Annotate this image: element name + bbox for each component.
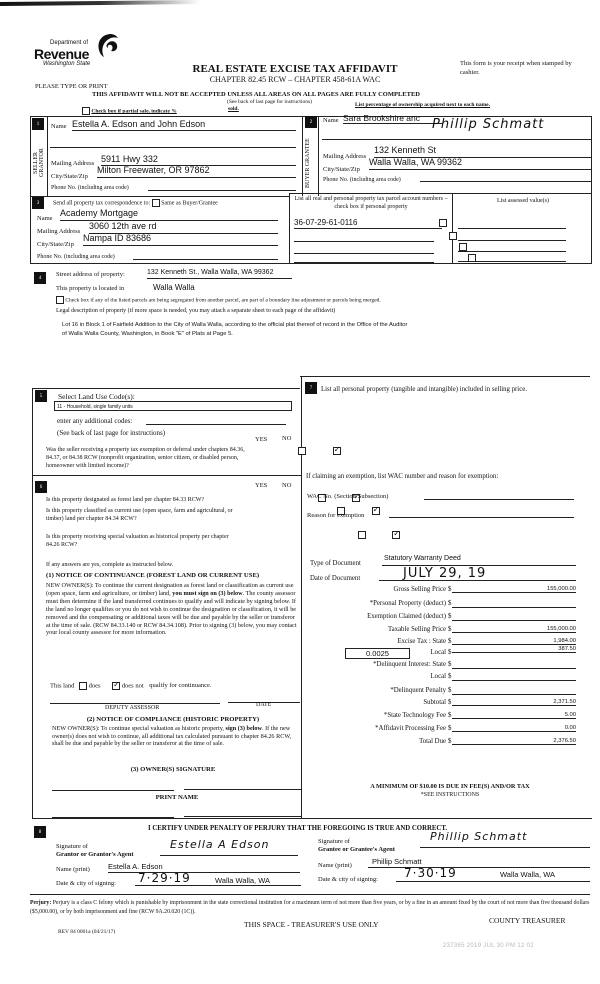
tax-row-currency: $: [448, 613, 452, 620]
doc-date-field[interactable]: JULY 29, 19: [379, 566, 576, 581]
tax-row-label: Total Due: [419, 738, 446, 745]
divider: [30, 196, 290, 197]
tax-row-value[interactable]: [452, 661, 576, 669]
section5-no-header: NO: [282, 435, 292, 442]
tax-row-currency: $: [448, 586, 452, 593]
exemption-yes-checkbox[interactable]: [298, 447, 306, 455]
grantee-sig-label-1: Signature of: [318, 838, 350, 845]
wac-field[interactable]: [424, 491, 574, 500]
dor-logo: [34, 38, 124, 72]
if-yes-note: If any answers are yes, complete as instructed below.: [46, 562, 174, 568]
legal-label: Legal description of property (if more space is needed, you may attach a separate sheet to each page of the affidavit): [56, 308, 336, 314]
section6-no-header: NO: [282, 482, 292, 489]
additional-codes-label: enter any additional codes:: [57, 417, 133, 425]
section-8-badge: 8: [34, 826, 46, 838]
send-correspondence-label: Send all property tax correspondence to:: [53, 200, 151, 207]
tax-row-label: Local: [430, 649, 446, 656]
section5-see-back: (See back of last page for instructions): [57, 429, 166, 437]
tax-row-label: Local: [430, 673, 446, 680]
logo-line2: Revenue: [34, 46, 89, 62]
scan-artifact: [0, 0, 200, 6]
see-instructions: *SEE INSTRUCTIONS: [420, 792, 480, 798]
divider: [32, 388, 300, 389]
tax-row-value[interactable]: 387.50: [452, 646, 576, 653]
assessed-header: List assessed value(s): [497, 198, 549, 204]
tax-row-value[interactable]: [452, 687, 576, 695]
exemption-claim-label: If claiming an exemption, list WAC number and reason for exemption:: [306, 473, 499, 480]
parcel-row-3-number[interactable]: [294, 253, 434, 254]
grantor-name-field[interactable]: Estella A. Edson: [108, 862, 300, 873]
send-correspondence: [53, 199, 218, 207]
continuance-row: [50, 682, 212, 690]
street-field[interactable]: 132 Kenneth St., Walla Walla, WA 99362: [147, 269, 292, 279]
divider: [47, 116, 48, 196]
tax-row-currency: $: [448, 638, 452, 645]
tax-row-value[interactable]: [452, 613, 576, 621]
doc-type-field[interactable]: Statutory Warranty Deed: [382, 555, 576, 566]
grantor-date: 7·29·19: [138, 871, 191, 885]
seller-name-line2: [50, 147, 296, 148]
tax-row-currency: $: [448, 649, 452, 656]
seller-mailing-field[interactable]: 5911 Hwy 332: [101, 154, 296, 166]
print-name-line-2[interactable]: [184, 816, 302, 817]
buyer-name-line2: [322, 139, 592, 140]
tax-row: [300, 673, 582, 685]
tax-row-value[interactable]: [452, 600, 576, 608]
tax-row: [300, 725, 582, 737]
personal-property-label: List all personal property (tangible and intangible) included in selling price.: [321, 386, 527, 393]
segregated-row: [56, 296, 381, 304]
owner-signature-line-1[interactable]: [52, 790, 174, 791]
tax-city-label: City/State/Zip: [37, 241, 74, 248]
tax-row-currency: $: [448, 687, 452, 694]
seller-phone-field[interactable]: [148, 183, 296, 191]
dor-logo-icon: [96, 32, 120, 58]
tax-row-currency: $: [448, 673, 452, 680]
tax-row-currency: $: [448, 699, 452, 706]
tax-row-value[interactable]: 155,000.00: [452, 626, 576, 633]
assessed-row-3[interactable]: [458, 251, 566, 252]
divider: [30, 263, 592, 264]
notice1-text-b: . The county assessor must then determine if the land transferred continues to qualify and will indicate by signing below. If the land no longer qualifies or you do not wish to continue the designation or classification, it will be removed and the compensating or additional taxes will be due and payable by the seller or transferor at the time of sale. (RCW 84.33.140 or RCW 84.34.108). Prior to signing (3) below, you may contact your local county assessor for more information.: [46, 589, 297, 637]
deputy-assessor-line[interactable]: [50, 703, 220, 704]
buyer-mailing-field[interactable]: 132 Kenneth St: [374, 145, 592, 158]
tax-row: [300, 646, 582, 661]
partial-sale-suffix: sold.: [228, 106, 239, 112]
buyer-side-label: BUYER GRANTEE: [305, 138, 311, 188]
historic-no-checkbox[interactable]: [392, 531, 400, 539]
wac-label: WAC No. (Section/Subsection): [307, 493, 389, 500]
tax-row-value[interactable]: [452, 673, 576, 681]
tax-row: [300, 661, 582, 673]
section-6-badge: 6: [35, 481, 47, 493]
reason-field[interactable]: [389, 509, 574, 518]
logo-line1: Department of: [50, 40, 89, 46]
segregated-label: Check box if any of the listed parcels are being segregated from another parcel, are part of a boundary line adjustment or parcels being merged.: [65, 297, 381, 304]
divider: [452, 193, 453, 263]
seller-side-label: SELLER GRANTOR: [33, 148, 45, 178]
section-3-badge: 3: [32, 197, 44, 209]
parcel-row-2-number[interactable]: [294, 241, 434, 242]
current-use-no-checkbox[interactable]: [372, 507, 380, 515]
tax-row-currency: $: [448, 661, 452, 668]
notice1-text-a: NEW OWNER(S): To continue the current designation as forest land or classification as current use (open space, farm and agriculture, or timber) land,: [46, 582, 294, 597]
county-treasurer: COUNTY TREASURER: [489, 916, 566, 925]
notice2-text-b: . If the new owner(s) does not wish to continue, all additional tax calculated pursuant to chapter 84.26 RCW, shall be due and payable by the seller or transferor at the time of sale.: [52, 725, 292, 748]
buyer-name-label: Name: [323, 117, 339, 124]
land-use-label: Select Land Use Code(s):: [58, 392, 135, 401]
divider: [32, 475, 301, 476]
parcel-row-4-number[interactable]: [294, 262, 434, 263]
perjury-notice: [30, 899, 590, 916]
notice2-text-a: NEW OWNER(S): To continue special valuation as historic property,: [52, 725, 224, 732]
perjury-text: Perjury is a class C felony which is punishable by imprisonment in the state correctional institution for a maximum term of not more than five years, or by a fine in an amount fixed by the court of not more than five thousand dollars ($5,000.00), or by both imprisonment and fine (RCW 9A.20.020 (1C)).: [30, 900, 590, 915]
perjury-bold: Perjury:: [30, 900, 52, 906]
warning-text: THIS AFFIDAVIT WILL NOT BE ACCEPTED UNLESS ALL AREAS ON ALL PAGES ARE FULLY COMPLETED: [92, 91, 420, 98]
print-name-label: PRINT NAME: [155, 794, 199, 801]
tax-mailing-label: Mailing Address: [37, 228, 81, 235]
partial-sale-label: Check box if partial sale, indicate %: [91, 108, 177, 115]
buyer-city-label: City/State/Zip: [323, 166, 360, 173]
notice1-title: (1) NOTICE OF CONTINUANCE (FOREST LAND OR CURRENT USE): [46, 572, 260, 579]
divider: [289, 193, 290, 263]
tax-row-value[interactable]: 155,000.00: [452, 586, 576, 593]
divider: [30, 894, 590, 895]
buyer-city-field[interactable]: Walla Walla, WA 99362: [369, 157, 592, 170]
qualify-label: qualify for continuance.: [149, 682, 212, 690]
additional-codes-field[interactable]: [146, 415, 286, 425]
does-label: does: [88, 682, 101, 690]
divider: [318, 116, 319, 196]
buyer-name-handwritten: Phillip Schmatt: [432, 117, 545, 132]
street-label: Street address of property:: [56, 271, 125, 278]
local-rate-box[interactable]: 0.0025: [345, 648, 410, 659]
assessed-row-2[interactable]: [458, 240, 566, 241]
historic-question: Is this property receiving special valuation as historical property per chapter 84.26 RCW?: [46, 534, 229, 548]
parcels-header: List all real and personal property tax parcel account numbers – check box if personal property: [294, 196, 448, 210]
same-as-buyer-label: Same as Buyer/Grantee: [161, 200, 218, 207]
tax-row: [300, 738, 582, 750]
grantor-date-field[interactable]: [135, 871, 301, 886]
grantee-date: 7·30·19: [404, 866, 457, 880]
located-field[interactable]: Walla Walla: [153, 283, 195, 292]
form-title: REAL ESTATE EXCISE TAX AFFIDAVIT: [192, 63, 398, 75]
this-land-label: This land: [50, 682, 75, 690]
notice2-bold: sign (3) below: [225, 725, 262, 732]
parcel-row-1-number[interactable]: 36-07-29-61-0116: [294, 218, 442, 229]
seller-mailing-label: Mailing Address: [51, 160, 95, 167]
grantee-sig-label-2: Grantee or Grantee's Agent: [318, 846, 395, 853]
notice1-bold: you must sign on (3) below: [172, 589, 243, 597]
partial-sale-checkbox[interactable]: [82, 107, 90, 115]
section-4-badge: 4: [34, 272, 46, 284]
form-id: REV 84 0001a (04/21/17): [58, 929, 116, 935]
tax-name-field[interactable]: Academy Mortgage: [60, 208, 278, 221]
does-not-label: does not: [121, 682, 144, 690]
tax-row: [300, 626, 582, 638]
buyer-phone-field[interactable]: [420, 174, 592, 182]
tax-row-currency: $: [448, 600, 452, 607]
reason-label: Reason for exemption: [307, 512, 365, 519]
legal-line2: of Walla Walla County, Washington, in Book "E" of Plats at Page 5.: [62, 331, 233, 337]
treasurer-stamp: 237365 2019 JUL 30 PM 12 02: [443, 943, 534, 949]
tax-phone-label: Phone No. (including area code): [37, 254, 115, 260]
tax-row-currency: $: [448, 738, 452, 745]
exemption-no-checkbox[interactable]: [333, 447, 341, 455]
grantor-sig-label-1: Signature of: [56, 843, 88, 850]
section-7-badge: 7: [305, 382, 317, 394]
grantee-name-field[interactable]: Phillip Schmatt: [368, 857, 590, 868]
tax-row-label: *Delinquent Interest: State: [373, 661, 446, 668]
grantee-city: Walla Walla, WA: [500, 870, 556, 879]
grantee-signature[interactable]: Phillip Schmatt: [420, 830, 590, 848]
divider: [302, 116, 303, 196]
forest-land-question: Is this property designated as forest land per chapter 84.33 RCW?: [46, 497, 205, 503]
certify-statement: I CERTIFY UNDER PENALTY OF PERJURY THAT THE FOREGOING IS TRUE AND CORRECT.: [148, 825, 448, 832]
receipt-note: This form is your receipt when stamped by cashier.: [460, 60, 572, 76]
segregated-checkbox[interactable]: [56, 296, 64, 304]
tax-row-label: *State Technology Fee: [383, 712, 446, 719]
partial-sale[interactable]: [82, 107, 177, 115]
notice1-body: [46, 582, 298, 637]
assessed-row-1[interactable]: [458, 228, 566, 229]
tax-row: [300, 613, 582, 625]
grantor-sig-label-2: Grantor or Grantor's Agent: [56, 851, 134, 858]
tax-row-label: Exemption Claimed (deduct): [367, 613, 446, 620]
seller-city-field[interactable]: Milton Freewater, OR 97862: [97, 165, 296, 178]
section-5-badge: 5: [35, 390, 47, 402]
tax-row-value[interactable]: 2,376.50: [452, 738, 576, 745]
grantor-city: Walla Walla, WA: [215, 876, 271, 885]
tax-row-label: Subtotal: [423, 699, 446, 706]
owner-signature-label: (3) OWNER(S) SIGNATURE: [130, 766, 216, 773]
section5-yes-header: YES: [255, 436, 268, 443]
tax-row-label: *Personal Property (deduct): [369, 600, 446, 607]
tax-row-label: Taxable Selling Price: [387, 626, 446, 633]
ownership-note: List percentage of ownership acquired next to each name.: [355, 102, 490, 108]
owner-signature-line-2[interactable]: [184, 789, 302, 790]
divider: [30, 116, 31, 264]
tax-row-currency: $: [448, 712, 452, 719]
tax-row: [300, 712, 582, 724]
buyer-phone-label: Phone No. (including area code): [323, 177, 401, 183]
tax-name-label: Name: [37, 215, 53, 222]
tax-row-currency: $: [448, 725, 452, 732]
notice2-title: (2) NOTICE OF COMPLIANCE (HISTORIC PROPERTY): [86, 716, 260, 723]
seller-phone-label: Phone No. (including area code): [51, 185, 129, 191]
tax-row-label: *Delinquent Penalty: [390, 687, 446, 694]
divider: [32, 818, 592, 819]
tax-row-label: Gross Selling Price: [393, 586, 446, 593]
tax-row-value[interactable]: 2,371.50: [452, 699, 576, 706]
current-use-question: Is this property classified as current use (open space, farm and agricultural, or timber) land per chapter 84.34 RCW?: [46, 508, 233, 522]
grantor-date-label: Date & city of signing:: [56, 880, 116, 887]
historic-yes-checkbox[interactable]: [358, 531, 366, 539]
form-subtitle: CHAPTER 82.45 RCW – CHAPTER 458-61A WAC: [209, 75, 381, 84]
seller-name-field[interactable]: Estella A. Edson and John Edson: [72, 119, 296, 131]
tax-row: [300, 600, 582, 612]
parcel-row-2-personal-checkbox[interactable]: [449, 232, 457, 240]
doc-date-label: Date of Document: [310, 575, 361, 582]
tax-row-value[interactable]: 5.00: [452, 712, 576, 719]
deputy-assessor-label: DEPUTY ASSESSOR: [105, 705, 160, 711]
tax-row-value[interactable]: 0.00: [452, 725, 576, 732]
buyer-mailing-label: Mailing Address: [323, 153, 367, 160]
tax-row: [300, 699, 582, 711]
grantee-sig-label: [318, 838, 395, 854]
grantee-date-field[interactable]: [396, 866, 590, 882]
type-or-print: PLEASE TYPE OR PRINT: [35, 83, 108, 90]
divider: [290, 193, 591, 194]
section-2-badge: 2: [305, 116, 317, 128]
divider: [300, 376, 590, 377]
does-checkbox[interactable]: [79, 682, 87, 690]
grantor-name-label: Name (print): [56, 866, 90, 873]
assessed-row-4[interactable]: [458, 261, 566, 262]
tax-row: [300, 687, 582, 699]
logo-line3: Washington State: [43, 61, 91, 67]
does-not-checkbox[interactable]: [112, 682, 120, 690]
notice2-body: [52, 725, 302, 748]
section6-yes-header: YES: [255, 482, 268, 489]
tax-row: [300, 586, 582, 598]
minimum-note: A MINIMUM OF $10.00 IS DUE IN FEE(S) AND/OR TAX: [370, 783, 530, 790]
seller-city-label: City/State/Zip: [51, 173, 88, 180]
seller-name-label: Name: [51, 123, 67, 130]
tax-row-label: Excise Tax : State: [397, 638, 446, 645]
land-use-select[interactable]: 11 - Household, single family units: [54, 401, 292, 411]
see-back-note: (See back of last page for instructions): [227, 99, 312, 105]
tax-phone-field[interactable]: [133, 252, 278, 260]
grantee-date-label: Date & city of signing:: [318, 876, 378, 883]
divider: [32, 388, 33, 818]
date-label: DATE: [256, 702, 272, 708]
parcel-row-1-personal-checkbox[interactable]: [439, 219, 447, 227]
grantor-sig-label: [56, 843, 134, 859]
tax-row-value[interactable]: 1,984.00: [452, 638, 576, 645]
grantee-name-label: Name (print): [318, 862, 352, 869]
section-1-badge: 1: [32, 118, 44, 130]
legal-line1: Lot 16 in Block 1 of Fairfield Addition to the City of Walla Walla, according to the official plat thereof of record in the Office of the Auditor: [62, 322, 408, 328]
grantor-signature[interactable]: Estella A Edson: [160, 838, 298, 856]
exemption-question: Was the seller receiving a property tax exemption or deferral under chapters 84.36, 84.37, or 84.38 RCW (nonprofit organization, senior citizen, or disabled person, homeowner with limited income)?: [46, 447, 245, 469]
buyer-name-field[interactable]: Sara Brookshire anc: [343, 113, 443, 124]
doc-type-label: Type of Document: [310, 560, 361, 567]
located-label: This property is located in: [56, 285, 125, 292]
treasurer-use: THIS SPACE - TREASURER'S USE ONLY: [244, 920, 379, 929]
tax-row-currency: $: [448, 626, 452, 633]
tax-mailing-field[interactable]: 3060 12th ave rd: [89, 221, 278, 234]
tax-row-label: *Affidavit Processing Fee: [375, 725, 446, 732]
same-as-buyer-checkbox[interactable]: [152, 199, 160, 207]
tax-city-field[interactable]: Nampa ID 83686: [83, 233, 278, 246]
